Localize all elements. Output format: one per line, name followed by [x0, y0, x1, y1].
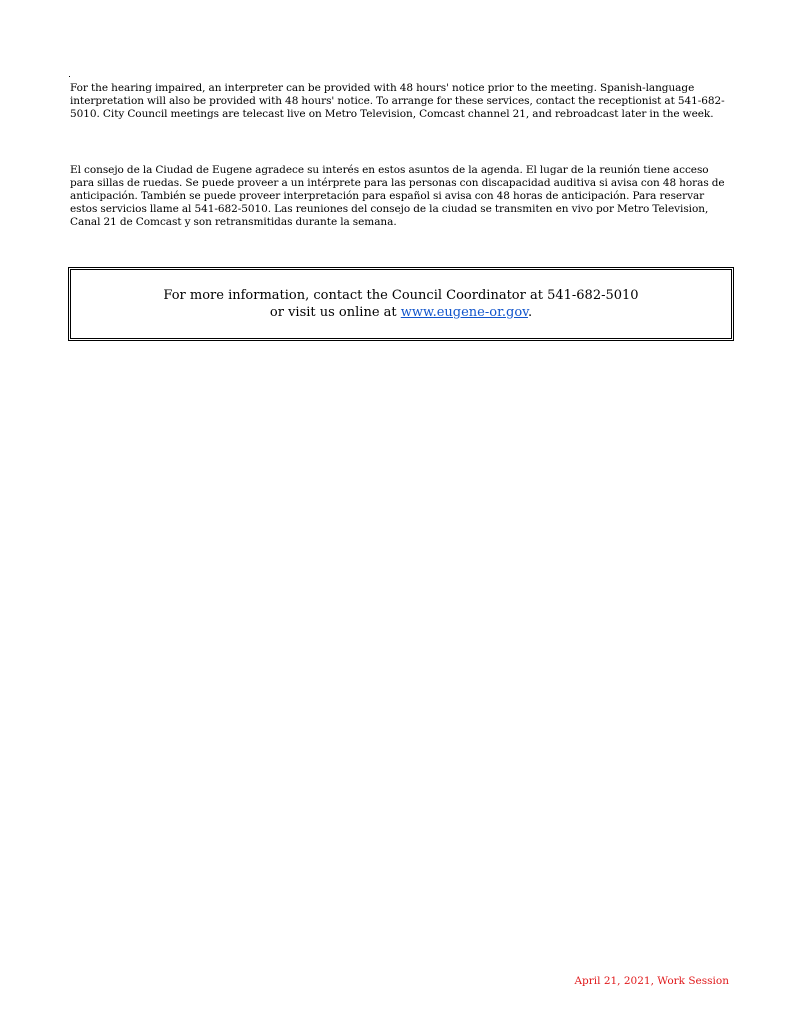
contact-line: For more information, contact the Council Coordinator at 541-682-5010 — [163, 288, 639, 303]
website-line-suffix: . — [527, 305, 533, 320]
spanish-notice: El consejo de la Ciudad de Eugene agradece su interés en estos asuntos de la agenda. El lugar de la reunión tiene acceso para sillas de ruedas. Se puede proveer a un intérprete para las personas con discapacidad auditiva si avisa con 48 horas de anticipación. También se puede proveer interpretación para español si avisa con 48 horas de anticipación. Para reservar estos servicios llame al 541-682-5010. Las reuniones del consejo de la ciudad se transmiten en vivo por Metro Television, Canal 21 de Comcast y son retransmitidas durante la semana. — [70, 164, 725, 229]
website-link[interactable]: www.eugene-or.gov — [400, 305, 528, 320]
website-line — [270, 304, 532, 321]
footer-session-label: April 21, 2021, Work Session — [574, 975, 729, 987]
stray-dot-mark — [69, 76, 70, 77]
hearing-impaired-notice: For the hearing impaired, an interpreter can be provided with 48 hours' notice prior to the meeting. Spanish-language interpretation will also be provided with 48 hours' notice. To arrange for these services, contact the receptionist at 541-682-5010. City Council meetings are telecast live on Metro Television, Comcast channel 21, and rebroadcast later in the week. — [70, 82, 725, 121]
website-line-prefix: or visit us online at — [269, 305, 401, 320]
contact-info-box — [68, 267, 734, 341]
